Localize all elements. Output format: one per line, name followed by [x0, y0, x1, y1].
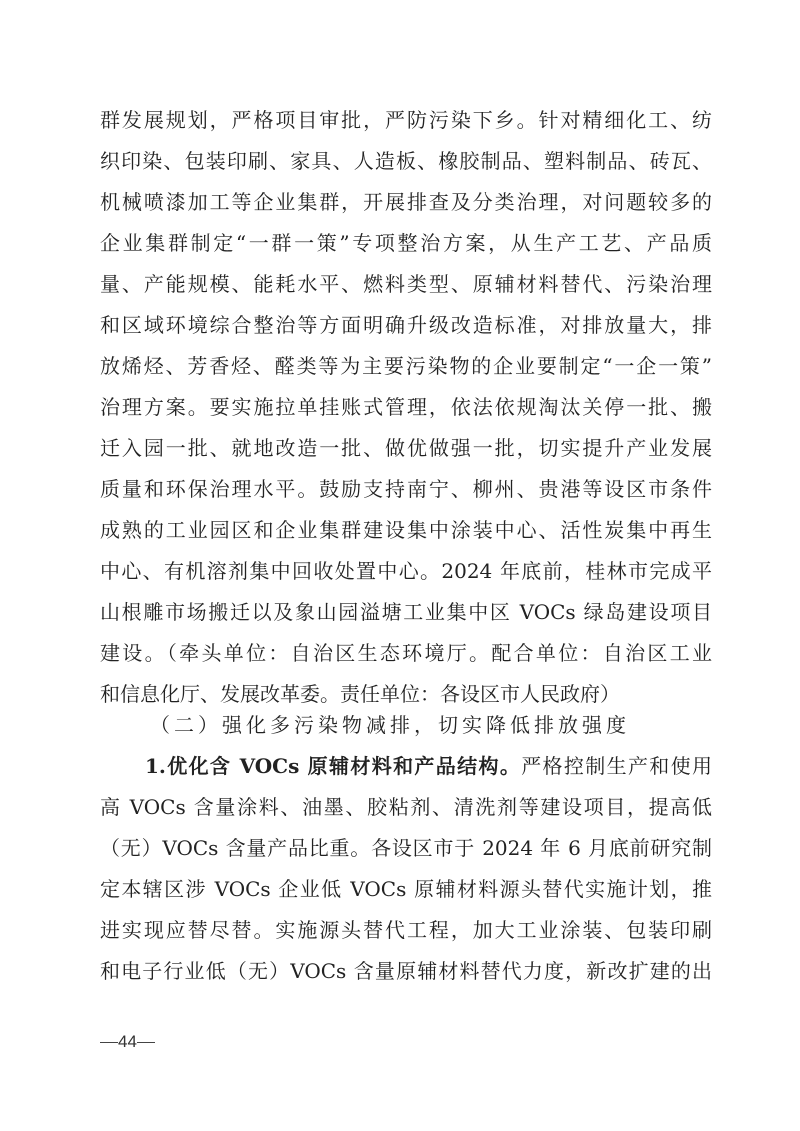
- paragraph-line: 质量和环保治理水平。鼓励支持南宁、柳州、贵港等设区市条件: [100, 477, 712, 501]
- paragraph-line: 企业集群制定“一群一策”专项整治方案，从生产工艺、产品质: [100, 231, 712, 255]
- subsection-first-line-text: 严格控制生产和使用: [521, 754, 712, 778]
- paragraph-line: 群发展规划，严格项目审批，严防污染下乡。针对精细化工、纺: [100, 108, 712, 132]
- paragraph-line: 定本辖区涉 VOCs 企业低 VOCs 原辅材料源头替代实施计划，推: [100, 877, 712, 901]
- paragraph-line: 建设。（牵头单位：自治区生态环境厅。配合单位：自治区工业: [100, 641, 712, 665]
- paragraph-line: 治理方案。要实施拉单挂账式管理，依法依规淘汰关停一批、搬: [100, 395, 712, 419]
- paragraph-line: 放烯烃、芳香烃、醛类等为主要污染物的企业要制定“一企一策”: [100, 354, 712, 378]
- dash-right: [137, 1042, 155, 1043]
- paragraph-line: 山根雕市场搬迁以及象山园溢塘工业集中区 VOCs 绿岛建设项目: [100, 600, 712, 624]
- paragraph-line: 进实现应替尽替。实施源头替代工程，加大工业涂装、包装印刷: [100, 918, 712, 942]
- section-heading: （二）强化多污染物减排，切实降低排放强度: [150, 713, 630, 737]
- paragraph-line: 织印染、包装印刷、家具、人造板、橡胶制品、塑料制品、砖瓦、: [100, 149, 712, 173]
- paragraph-line: 和电子行业低（无）VOCs 含量原辅材料替代力度，新改扩建的出: [100, 959, 712, 983]
- paragraph-line: 机械喷漆加工等企业集群，开展排查及分类治理，对问题较多的: [100, 190, 712, 214]
- paragraph-line: 成熟的工业园区和企业集群建设集中涂装中心、活性炭集中再生: [100, 518, 712, 542]
- paragraph-line: 和信息化厅、发展改革委。责任单位：各设区市人民政府）: [100, 682, 620, 706]
- page-number-value: 44: [118, 1032, 137, 1051]
- paragraph-line: 量、产能规模、能耗水平、燃料类型、原辅材料替代、污染治理: [100, 272, 712, 296]
- subsection-title: 1.优化含 VOCs 原辅材料和产品结构。: [145, 754, 522, 778]
- dash-left: [100, 1042, 118, 1043]
- paragraph-line: 高 VOCs 含量涂料、油墨、胶粘剂、清洗剂等建设项目，提高低: [100, 795, 712, 819]
- paragraph-line: 迁入园一批、就地改造一批、做优做强一批，切实提升产业发展: [100, 436, 712, 460]
- subsection-first-line: [145, 752, 712, 780]
- page-number: [100, 1032, 155, 1052]
- paragraph-line: （无）VOCs 含量产品比重。各设区市于 2024 年 6 月底前研究制: [100, 836, 712, 860]
- paragraph-line: 和区域环境综合整治等方面明确升级改造标准，对排放量大，排: [100, 313, 712, 337]
- paragraph-line: 中心、有机溶剂集中回收处置中心。2024 年底前，桂林市完成平: [100, 559, 712, 583]
